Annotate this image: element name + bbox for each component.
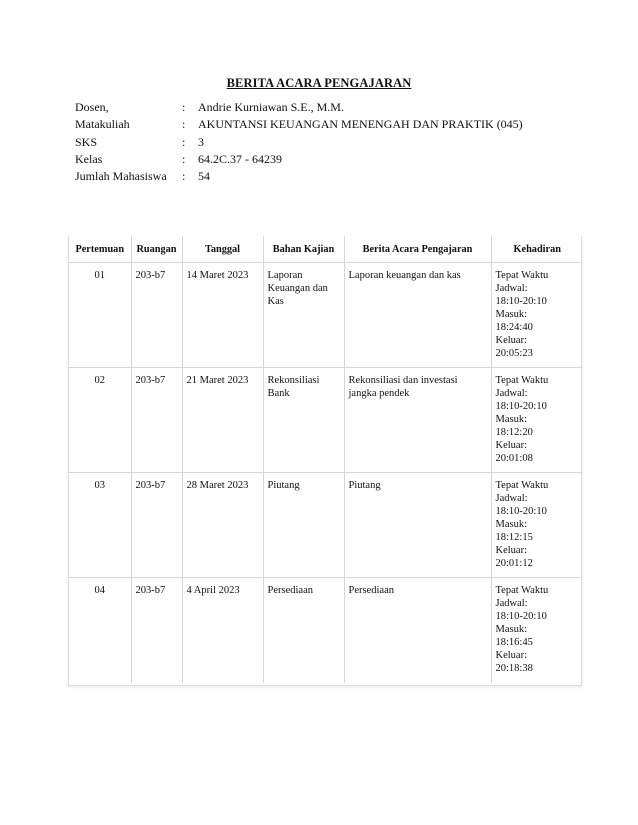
cell-bahan-kajian: Piutang: [263, 473, 344, 578]
cell-kehadiran: [491, 578, 583, 683]
cell-tanggal: 28 Maret 2023: [182, 473, 263, 578]
kehadiran-keluar: 20:01:12: [495, 558, 533, 569]
cell-bahan-kajian: Rekonsiliasi Bank: [263, 368, 344, 473]
info-value: Andrie Kurniawan S.E., M.M.: [198, 100, 344, 114]
info-row-kelas: [75, 152, 523, 169]
kehadiran-masuk: 18:16:45: [495, 637, 533, 648]
kehadiran-jadwal: 18:10-20:10: [495, 506, 547, 517]
kehadiran-status: Tepat Waktu: [495, 375, 549, 386]
kehadiran-jadwal-label: Jadwal:: [495, 598, 528, 609]
document-title: BERITA ACARA PENGAJARAN: [226, 76, 412, 90]
kehadiran-jadwal-label: Jadwal:: [495, 283, 528, 294]
kehadiran-masuk-label: Masuk:: [495, 414, 527, 425]
attendance-table: [69, 236, 583, 683]
kehadiran-keluar-label: Keluar:: [495, 335, 527, 346]
cell-tanggal: 14 Maret 2023: [182, 263, 263, 368]
cell-pertemuan: 04: [69, 578, 131, 683]
table-row: [69, 473, 583, 578]
cell-ruangan: 203-b7: [131, 263, 182, 368]
cell-berita-acara: Laporan keuangan dan kas: [344, 263, 491, 368]
cell-tanggal: 21 Maret 2023: [182, 368, 263, 473]
kehadiran-keluar-label: Keluar:: [495, 650, 527, 661]
cell-bahan-kajian: Laporan Keuangan dan Kas: [263, 263, 344, 368]
table-header-row: [69, 236, 583, 263]
kehadiran-masuk-label: Masuk:: [495, 624, 527, 635]
cell-tanggal: 4 April 2023: [182, 578, 263, 683]
info-label: Jumlah Mahasiswa: [75, 169, 167, 184]
table-row: [69, 578, 583, 683]
info-separator: :: [182, 117, 186, 132]
kehadiran-keluar-label: Keluar:: [495, 440, 527, 451]
info-row-matakuliah: [75, 117, 523, 134]
column-header-pertemuan: Pertemuan: [69, 236, 131, 263]
cell-berita-acara: Persediaan: [344, 578, 491, 683]
kehadiran-keluar-label: Keluar:: [495, 545, 527, 556]
info-separator: :: [182, 134, 186, 149]
kehadiran-masuk: 18:12:15: [495, 532, 533, 543]
kehadiran-jadwal: 18:10-20:10: [495, 611, 547, 622]
info-value: 64.2C.37 - 64239: [198, 151, 282, 166]
column-header-bahan-kajian: Bahan Kajian: [263, 236, 344, 263]
info-separator: :: [182, 169, 186, 184]
kehadiran-jadwal-label: Jadwal:: [495, 493, 528, 504]
cell-pertemuan: 01: [69, 263, 131, 368]
info-value: 54: [198, 169, 210, 184]
attendance-table-frame: [68, 236, 582, 686]
kehadiran-jadwal: 18:10-20:10: [495, 401, 547, 412]
info-row-jumlah-mahasiswa: [75, 169, 523, 186]
info-row-sks: [75, 135, 523, 152]
kehadiran-status: Tepat Waktu: [495, 270, 549, 281]
info-value: AKUNTANSI KEUANGAN MENENGAH DAN PRAKTIK (045): [198, 117, 523, 132]
column-header-tanggal: Tanggal: [182, 236, 263, 263]
info-value: 3: [198, 134, 204, 149]
info-label: Matakuliah: [75, 117, 130, 132]
cell-bahan-kajian: Persediaan: [263, 578, 344, 683]
table-row: [69, 368, 583, 473]
kehadiran-jadwal-label: Jadwal:: [495, 388, 528, 399]
cell-ruangan: 203-b7: [131, 578, 182, 683]
cell-kehadiran: [491, 368, 583, 473]
course-info: [75, 100, 523, 186]
info-label: SKS: [75, 134, 98, 149]
kehadiran-jadwal: 18:10-20:10: [495, 296, 547, 307]
column-header-berita-acara: Berita Acara Pengajaran: [344, 236, 491, 263]
cell-berita-acara: Piutang: [344, 473, 491, 578]
cell-kehadiran: [491, 263, 583, 368]
cell-ruangan: 203-b7: [131, 368, 182, 473]
info-separator: :: [182, 151, 186, 166]
info-label: Dosen,: [75, 100, 109, 114]
kehadiran-keluar: 20:01:08: [495, 453, 533, 464]
info-label: Kelas: [75, 151, 103, 166]
cell-berita-acara: Rekonsiliasi dan investasi jangka pendek: [344, 368, 491, 473]
info-separator: :: [182, 100, 186, 114]
kehadiran-masuk-label: Masuk:: [495, 309, 527, 320]
kehadiran-masuk: 18:24:40: [495, 322, 533, 333]
cell-ruangan: 203-b7: [131, 473, 182, 578]
cell-kehadiran: [491, 473, 583, 578]
kehadiran-status: Tepat Waktu: [495, 480, 549, 491]
column-header-ruangan: Ruangan: [131, 236, 182, 263]
cell-pertemuan: 02: [69, 368, 131, 473]
kehadiran-masuk: 18:12:20: [495, 427, 533, 438]
kehadiran-status: Tepat Waktu: [495, 585, 549, 596]
column-header-kehadiran: Kehadiran: [491, 236, 583, 263]
kehadiran-masuk-label: Masuk:: [495, 519, 527, 530]
kehadiran-keluar: 20:18:38: [495, 663, 533, 674]
kehadiran-keluar: 20:05:23: [495, 348, 533, 359]
cell-pertemuan: 03: [69, 473, 131, 578]
info-row-dosen: [75, 100, 523, 117]
table-row: [69, 263, 583, 368]
